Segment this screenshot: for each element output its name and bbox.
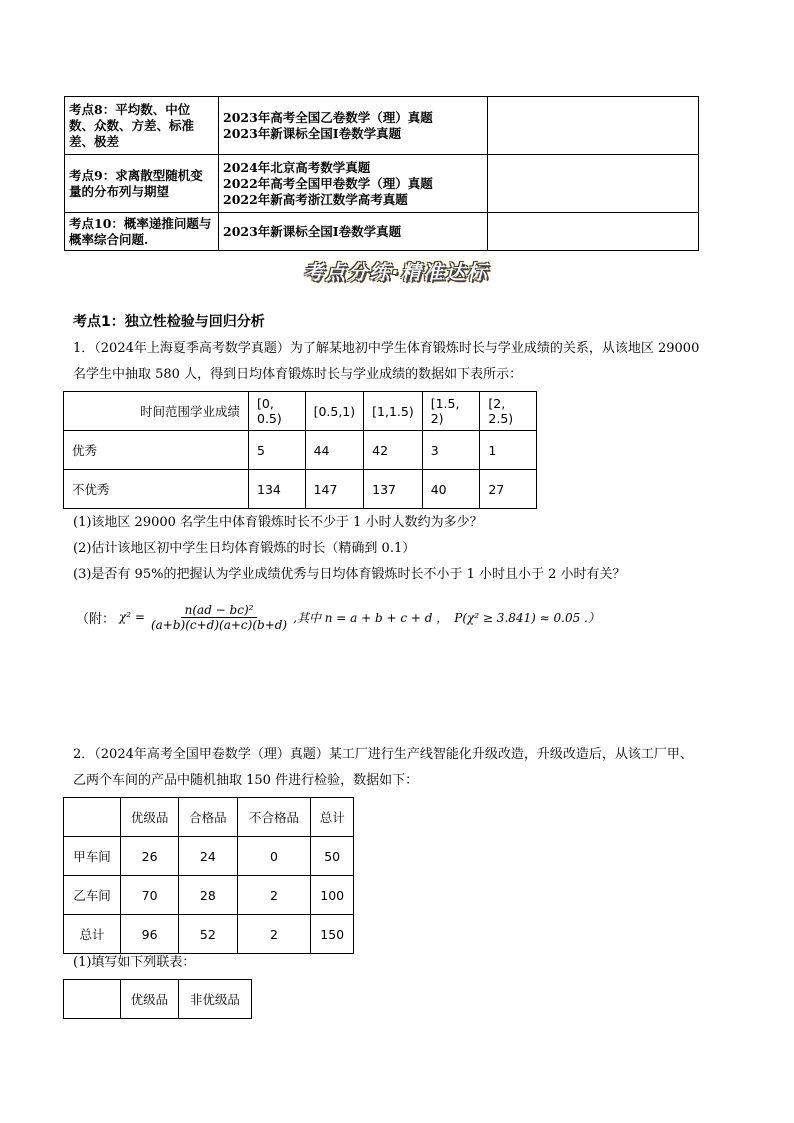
table-header: 不合格品 — [237, 798, 311, 837]
q1-part: (2)估计该地区初中学生日均体育锻炼的时长（精确到 0.1） — [73, 541, 416, 556]
topic-label: 考点10：概率递推问题与概率综合问题. — [65, 213, 219, 251]
topic-sources — [219, 97, 488, 155]
formula-fraction — [149, 603, 289, 632]
row-label: 不优秀 — [64, 470, 249, 509]
table-cell: 52 — [179, 915, 237, 954]
topics-table — [64, 96, 699, 251]
table-row — [64, 837, 354, 876]
table-cell: 3 — [422, 431, 480, 470]
table-row — [64, 470, 537, 509]
table-cell: 134 — [249, 470, 306, 509]
table-cell: 137 — [364, 470, 423, 509]
q1-intro-line: 1．（2024年上海夏季高考数学真题）为了解某地初中学生体育锻炼时长与学业成绩的关系，从该地区 29000 — [73, 341, 700, 356]
table-cell: 2 — [237, 915, 311, 954]
topic-label: 考点8：平均数、中位数、众数、方差、标准差、极差 — [65, 97, 219, 155]
table-cell: 27 — [480, 470, 537, 509]
table-cell: 2 — [237, 876, 311, 915]
table-cell: 70 — [121, 876, 179, 915]
topic-empty-cell — [488, 155, 699, 213]
table-cell: 44 — [305, 431, 364, 470]
q1-part: (1)该地区 29000 名学生中体育锻炼时长不少于 1 小时人数约为多少？ — [73, 515, 483, 530]
table-cell: 40 — [422, 470, 480, 509]
row-label: 总计 — [64, 915, 121, 954]
source-line: 2022年新高考浙江数学高考真题 — [223, 191, 408, 207]
table-corner: 时间范围学业成绩 — [64, 392, 249, 431]
table-cell: 147 — [305, 470, 364, 509]
table-cell: 0 — [237, 837, 311, 876]
source-line: 2023年新课标全国Ⅰ卷数学真题 — [223, 223, 402, 239]
row-label: 乙车间 — [64, 876, 121, 915]
q2-data-table — [63, 797, 354, 954]
formula-numerator: n(ad − bc)² — [181, 603, 258, 618]
formula-where: ,其中 n = a + b + c + d ， — [293, 610, 449, 625]
table-header: [1.5, 2) — [422, 392, 480, 431]
formula-denominator: (a+b)(c+d)(a+c)(b+d) — [150, 617, 288, 632]
q2-contingency-table — [63, 979, 252, 1019]
source-line: 2023年新课标全国Ⅰ卷数学真题 — [223, 125, 402, 141]
topic-sources — [219, 213, 488, 251]
table-row — [64, 915, 354, 954]
table-header: 非优级品 — [178, 980, 251, 1019]
topic-empty-cell — [488, 97, 699, 155]
row-label: 甲车间 — [64, 837, 121, 876]
table-cell: 24 — [179, 837, 237, 876]
table-row — [64, 431, 537, 470]
q2-intro-line: 2．（2024年高考全国甲卷数学（理）真题）某工厂进行生产线智能化升级改造，升级改造后，从该工厂甲、 — [73, 747, 693, 762]
table-header: [2, 2.5) — [480, 392, 537, 431]
table-cell: 96 — [121, 915, 179, 954]
q1-data-table — [63, 391, 537, 509]
table-cell: 28 — [179, 876, 237, 915]
q2-intro — [73, 742, 763, 794]
table-header: [0, 0.5) — [249, 392, 306, 431]
q1-part: (3)是否有 95%的把握认为学业成绩优秀与日均体育锻炼时长不小于 1 小时且小于 2 小时有关？ — [73, 567, 626, 582]
q1-intro — [73, 336, 753, 388]
table-cell: 1 — [480, 431, 537, 470]
note-prefix: （附： — [76, 611, 116, 627]
table-header: 合格品 — [179, 798, 237, 837]
topic-empty-cell — [488, 213, 699, 251]
table-cell: 100 — [311, 876, 354, 915]
section-banner: 考点分练·精准达标 — [303, 260, 489, 284]
topic-sources — [219, 155, 488, 213]
q2-intro-line: 乙两个车间的产品中随机抽取 150 件进行检验，数据如下： — [73, 773, 419, 788]
table-cell: 150 — [311, 915, 354, 954]
formula-probability: P(χ² ≥ 3.841) ≈ 0.05 .） — [454, 610, 600, 625]
table-header: [0.5,1) — [305, 392, 364, 431]
table-header: 总计 — [311, 798, 354, 837]
table-cell: 42 — [364, 431, 423, 470]
q1-formula-note — [76, 596, 600, 638]
q1-parts — [73, 510, 763, 588]
table-header: 优级品 — [121, 980, 179, 1019]
table-header: 优级品 — [121, 798, 179, 837]
table-row — [64, 876, 354, 915]
table-header: [1,1.5) — [364, 392, 423, 431]
source-line: 2023年高考全国乙卷数学（理）真题 — [223, 109, 433, 125]
table-corner — [64, 980, 121, 1019]
table-cell: 5 — [249, 431, 306, 470]
source-line: 2022年高考全国甲卷数学（理）真题 — [223, 175, 433, 191]
table-corner — [64, 798, 121, 837]
section-title: 考点1：独立性检验与回归分析 — [73, 314, 265, 330]
row-label: 优秀 — [64, 431, 249, 470]
source-line: 2024年北京高考数学真题 — [223, 159, 371, 175]
table-cell: 50 — [311, 837, 354, 876]
table-cell: 26 — [121, 837, 179, 876]
formula-lhs: χ² = — [119, 610, 145, 624]
topic-label: 考点9：求离散型随机变量的分布列与期望 — [65, 155, 219, 213]
q1-intro-line: 名学生中抽取 580 人，得到日均体育锻炼时长与学业成绩的数据如下表所示： — [73, 367, 523, 382]
q2-part-1: (1)填写如下列联表： — [73, 955, 196, 970]
